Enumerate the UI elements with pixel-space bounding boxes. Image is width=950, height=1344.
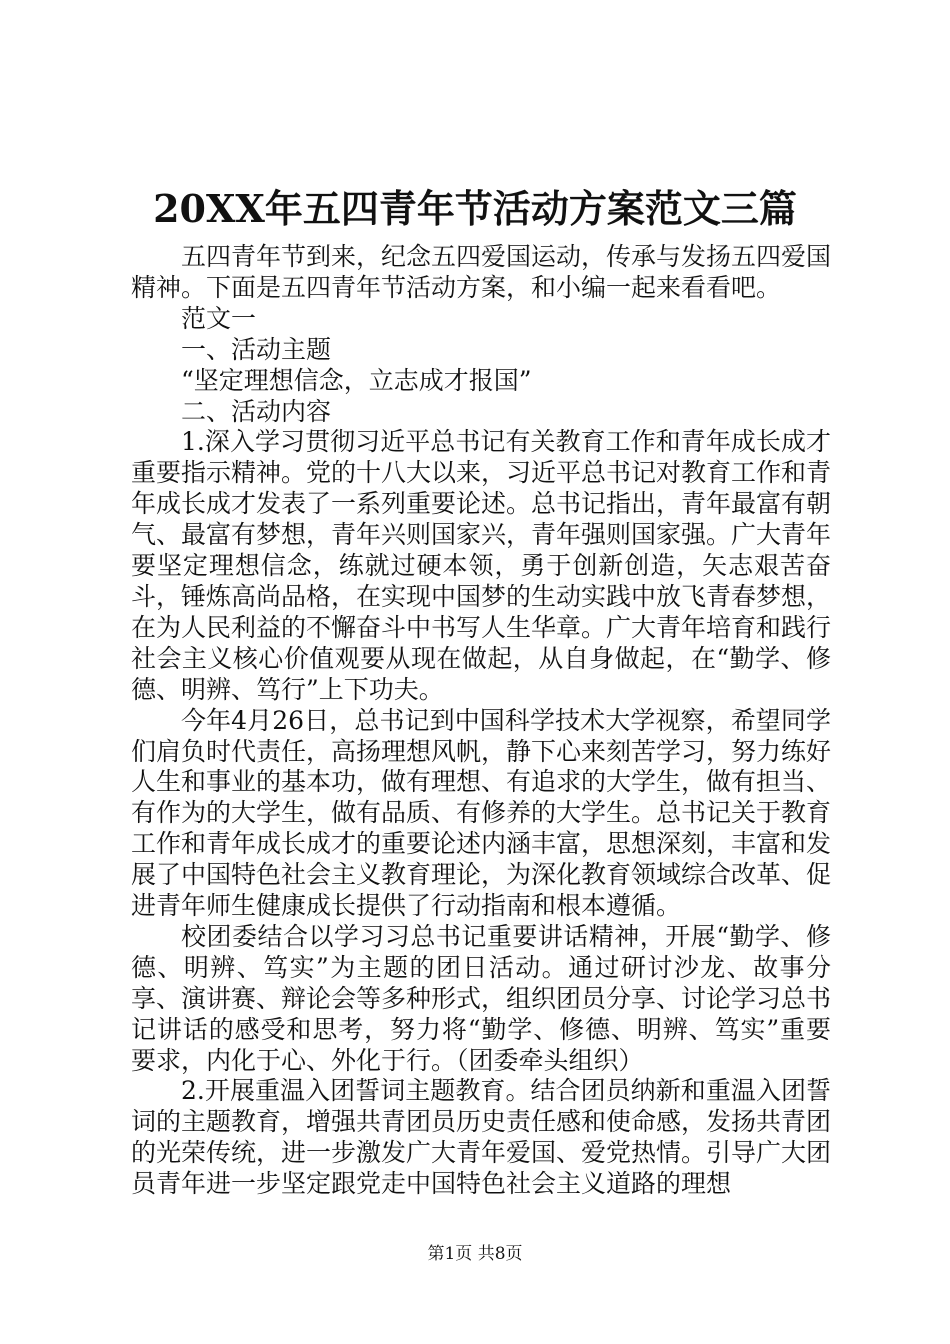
paragraph-april-visit: 今年4月26日，总书记到中国科学技术大学视察，希望同学们肩负时代责任，高扬理想风帆，静下心来刻苦学习，努力练好人生和事业的基本功，做有理想、有追求的大学生，做有担当、有作为的大学生，做有品质、有修养的大学生。总书记关于教育工作和青年成长成才的重要论述内涵丰富，思想深刻，丰富和发展了中国特色社会主义教育理论，为深化教育领域综合改革、促进青年师生健康成长提供了行动指南和根本遵循。 bbox=[131, 705, 832, 921]
page-footer: 第1页 共8页 bbox=[427, 1244, 523, 1264]
paragraph-section-theme-heading: 一、活动主题 bbox=[181, 334, 332, 364]
paragraph-league-activity: 校团委结合以学习习总书记重要讲话精神，开展“勤学、修德、明辨、笃实”为主题的团日活动。通过研讨沙龙、故事分享、演讲赛、辩论会等多种形式，组织团员分享、讨论学习总书记讲话的感受和思考，努力将“勤学、修德、明辨、笃实”重要要求，内化于心、外化于行。（团委牵头组织） bbox=[131, 921, 832, 1075]
paragraph-intro: 五四青年节到来，纪念五四爱国运动，传承与发扬五四爱国精神。下面是五四青年节活动方案，和小编一起来看看吧。 bbox=[131, 242, 832, 302]
paragraph-sample-one-heading: 范文一 bbox=[181, 303, 257, 333]
paragraph-theme-slogan: “坚定理想信念，立志成才报国” bbox=[181, 365, 532, 395]
paragraph-item-1: 1.深入学习贯彻习近平总书记有关教育工作和青年成长成才重要指示精神。党的十八大以来，习近平总书记对教育工作和青年成长成才发表了一系列重要论述。总书记指出，青年最富有朝气、最富有梦想，青年兴则国家兴，青年强则国家强。广大青年要坚定理想信念，练就过硬本领，勇于创新创造，矢志艰苦奋斗，锤炼高尚品格，在实现中国梦的生动实践中放飞青春梦想，在为人民利益的不懈奋斗中书写人生华章。广大青年培育和践行社会主义核心价值观要从现在做起，从自身做起，在“勤学、修德、明辨、笃行”上下功夫。 bbox=[131, 427, 832, 704]
paragraph-section-content-heading: 二、活动内容 bbox=[181, 396, 332, 426]
document-title: 20XX年五四青年节活动方案范文三篇 bbox=[153, 186, 797, 231]
paragraph-item-2: 2.开展重温入团誓词主题教育。结合团员纳新和重温入团誓词的主题教育，增强共青团员历史责任感和使命感，发扬共青团的光荣传统，进一步激发广大青年爱国、爱党热情。引导广大团员青年进一步坚定跟党走中国特色社会主义道路的理想 bbox=[131, 1076, 832, 1199]
document-body bbox=[131, 242, 831, 1200]
